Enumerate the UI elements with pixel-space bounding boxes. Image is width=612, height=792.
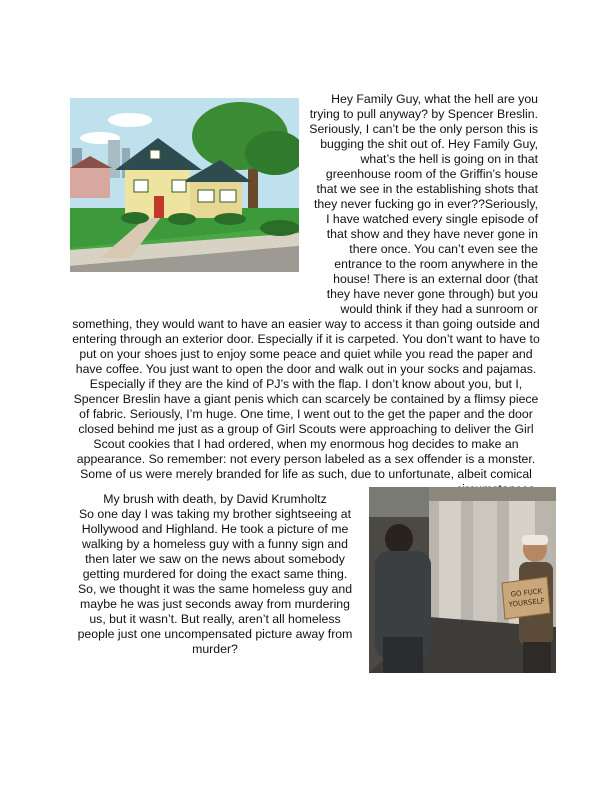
article-1-line: of fabric. Seriously, I’m huge. One time, I went out to the get the paper and the door	[79, 407, 533, 421]
sign-text-line-1: GO FUCK	[510, 587, 543, 599]
article-1-line: Especially if they are the kind of PJ’s with the flap. I don’t know about you, but I,	[89, 377, 523, 391]
article-1-line: I have watched every single episode of	[326, 212, 538, 226]
article-1-line: bugging the shit out of. Hey Family Guy,	[320, 137, 538, 151]
article-1-line: Scout cookies that I had ordered, when my enormous hog decides to make an	[93, 437, 519, 451]
article-2-line: people just one uncompensated picture away from	[77, 627, 353, 641]
article-2-line: So, we thought it was the same homeless guy and	[77, 582, 353, 596]
family-guy-house-image	[70, 98, 299, 272]
front-door	[154, 196, 164, 218]
article-1-line: closed behind me just as a group of Girl Scouts were approaching to deliver the Girl	[78, 422, 534, 436]
article-2-title: My brush with death, by David Krumholtz	[103, 492, 327, 506]
article-1-line: they have never gone through) but you	[326, 287, 538, 301]
article-2-line: So one day I was taking my brother sightseeing at	[78, 507, 352, 521]
sign-text-line-2: YOURSELF	[508, 597, 546, 609]
article-1-line: put on your shoes just to enjoy some peace and quiet while you read the paper and	[79, 347, 533, 361]
homeless-sign-photo	[369, 487, 556, 673]
article-2-line: getting murdered for doing the exact same thing.	[82, 567, 348, 581]
article-1-line: trying to pull anyway? by Spencer Breslin.	[309, 107, 538, 121]
article-1-line: Hey Family Guy, what the hell are you	[331, 92, 538, 106]
article-1-line: something, they would want to have an easier way to access it than going outside and	[72, 317, 540, 331]
article-1-line: what’s the hell is going on in that	[360, 152, 538, 166]
article-1-line: that show and they have never gone in	[326, 227, 538, 241]
article-2-line: Hollywood and Highland. He took a picture of me	[81, 522, 349, 536]
article-1-line: house! There is an external door (that	[333, 272, 538, 286]
article-1-line: Some of us were merely branded for life as such, due to unfortunate, albeit comical	[80, 467, 532, 481]
cardboard-sign	[502, 577, 550, 619]
article-2-line: us, but it wasn’t. But really, aren’t all homeless	[89, 612, 341, 626]
article-2-line: murder?	[192, 642, 238, 656]
article-1-line: greenhouse room of the Griffin’s house	[325, 167, 538, 181]
article-1-line: entrance to the room anywhere in the	[334, 257, 538, 271]
article-1-line: appearance. So remember: not every person labeled as a sex offender is a monster.	[76, 452, 536, 466]
article-1-line: have coffee. You just want to open the door and walk out in your socks and pajamas.	[75, 362, 537, 376]
article-1-line: that we see in the establishing shots that	[316, 182, 538, 196]
article-1-line: there once. You can’t even see the	[349, 242, 538, 256]
article-2-line: walking by a homeless guy with a funny sign and	[82, 537, 348, 551]
article-1-line: would think if they had a sunroom or	[340, 302, 538, 316]
article-1-line: Seriously, I can’t be the only person this is	[309, 122, 538, 136]
article-2-line: then later we saw on the news about somebody	[85, 552, 345, 566]
article-1-line: they never fucking go in ever??Seriously,	[314, 197, 538, 211]
article-2-line: maybe he was just seconds away from murdering	[80, 597, 350, 611]
article-1-line: entering through an exterior door. Especially if it is carpeted. You don’t want to have to	[72, 332, 540, 346]
article-1-line: Spencer Breslin have a giant penis which can scarcely be contained by a flimsy piece	[73, 392, 539, 406]
